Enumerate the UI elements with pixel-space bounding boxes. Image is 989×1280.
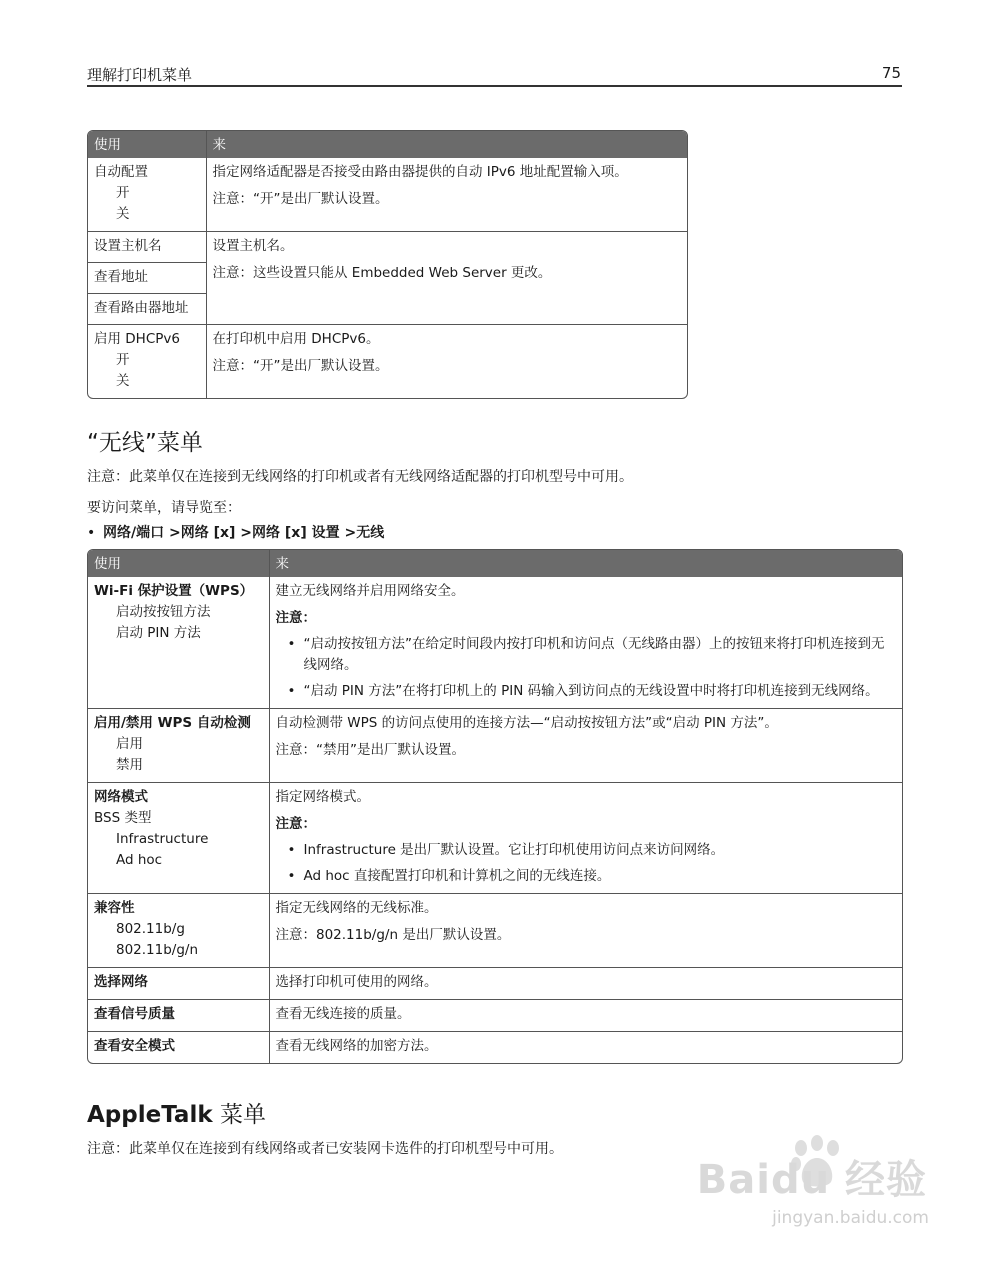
menu-option: 802.11b/g/n bbox=[116, 942, 199, 958]
menu-item: 查看信号质量 bbox=[88, 1000, 269, 1032]
menu-path: • 网络/端口 >网络 [x] >网络 [x] 设置 >无线 bbox=[87, 525, 385, 541]
menu-item: 设置主机名 bbox=[88, 232, 206, 263]
table-row bbox=[88, 577, 902, 709]
running-header: 理解打印机菜单 bbox=[87, 66, 193, 84]
menu-item: 兼容性 bbox=[94, 900, 135, 916]
table-row bbox=[88, 968, 902, 1000]
menu-option: 开 bbox=[116, 352, 130, 368]
menu-item: Wi-Fi 保护设置（WPS） bbox=[94, 583, 254, 599]
description: 指定网络模式。 bbox=[275, 789, 370, 805]
header-rule bbox=[87, 85, 902, 87]
list-item: • “启动按按钮方法”在给定时间段内按打印机和访问点（无线路由器）上的按钮来将打印机连接到无线网络。 bbox=[276, 634, 897, 676]
description: 建立无线网络并启用网络安全。 bbox=[275, 583, 465, 599]
note: 注意：802.11b/g/n 是出厂默认设置。 bbox=[275, 927, 511, 943]
menu-item: 网络模式 bbox=[94, 789, 148, 805]
watermark-logo: Baidu 经验 bbox=[696, 1157, 927, 1203]
table-row bbox=[88, 325, 687, 399]
note: 注意： bbox=[275, 610, 316, 626]
appletalk-note: 注意：此菜单仅在连接到有线网络或者已安装网卡选件的打印机型号中可用。 bbox=[87, 1141, 563, 1157]
col-header-purpose: 来 bbox=[206, 131, 687, 158]
note: 注意：“开”是出厂默认设置。 bbox=[212, 191, 389, 207]
col-header-use: 使用 bbox=[88, 131, 206, 158]
table-row bbox=[88, 894, 902, 968]
ipv6-settings-table bbox=[87, 130, 688, 399]
menu-item: 查看路由器地址 bbox=[94, 300, 189, 316]
note: 注意：“禁用”是出厂默认设置。 bbox=[275, 742, 465, 758]
table-row bbox=[88, 1000, 902, 1032]
menu-option: Infrastructure bbox=[116, 831, 209, 847]
bullet-icon: • bbox=[87, 525, 96, 541]
description: 查看无线网络的加密方法。 bbox=[269, 1032, 902, 1064]
menu-subitem: BSS 类型 bbox=[94, 810, 152, 826]
description: 自动检测带 WPS 的访问点使用的连接方法—“启动按按钮方法”或“启动 PIN 方法”。 bbox=[275, 715, 778, 731]
description: 在打印机中启用 DHCPv6。 bbox=[212, 331, 380, 347]
menu-option: 启动按按钮方法 bbox=[116, 604, 211, 620]
table-row bbox=[88, 709, 902, 783]
menu-item: 选择网络 bbox=[88, 968, 269, 1000]
menu-option: 禁用 bbox=[116, 757, 143, 773]
table-row bbox=[88, 783, 902, 894]
list-item: • “启动 PIN 方法”在将打印机上的 PIN 码输入到访问点的无线设置中时将打印机连接到无线网络。 bbox=[276, 681, 897, 702]
wireless-menu-table bbox=[87, 549, 903, 1064]
note: 注意：“开”是出厂默认设置。 bbox=[212, 358, 389, 374]
menu-option: 关 bbox=[116, 206, 130, 222]
col-header-use: 使用 bbox=[88, 550, 269, 577]
menu-item: 启用/禁用 WPS 自动检测 bbox=[94, 715, 251, 731]
menu-item: 启用 DHCPv6 bbox=[94, 331, 180, 347]
access-text: 要访问菜单，请导览至： bbox=[87, 500, 241, 516]
note: 注意：这些设置只能从 Embedded Web Server 更改。 bbox=[212, 265, 552, 281]
table-row bbox=[88, 1032, 902, 1064]
wireless-heading: “无线”菜单 bbox=[87, 430, 203, 456]
list-item: • Infrastructure 是出厂默认设置。它让打印机使用访问点来访问网络。 bbox=[276, 840, 897, 861]
col-header-purpose: 来 bbox=[269, 550, 902, 577]
table-row bbox=[88, 232, 687, 325]
description: 选择打印机可使用的网络。 bbox=[269, 968, 902, 1000]
menu-item: 查看地址 bbox=[88, 263, 206, 294]
menu-option: 启动 PIN 方法 bbox=[116, 625, 201, 641]
description: 查看无线连接的质量。 bbox=[269, 1000, 902, 1032]
note: 注意： bbox=[275, 816, 316, 832]
menu-option: Ad hoc bbox=[116, 852, 163, 868]
description: 设置主机名。 bbox=[212, 238, 294, 254]
menu-option: 802.11b/g bbox=[116, 921, 185, 937]
description: 指定网络适配器是否接受由路由器提供的自动 IPv6 地址配置输入项。 bbox=[212, 164, 628, 180]
description: 指定无线网络的无线标准。 bbox=[275, 900, 438, 916]
menu-option: 关 bbox=[116, 373, 130, 389]
menu-option: 启用 bbox=[116, 736, 143, 752]
list-item: • Ad hoc 直接配置打印机和计算机之间的无线连接。 bbox=[276, 866, 897, 887]
watermark-url: jingyan.baidu.com bbox=[772, 1208, 929, 1228]
table-row bbox=[88, 158, 687, 232]
menu-item: 查看安全模式 bbox=[88, 1032, 269, 1064]
appletalk-heading: AppleTalk 菜单 bbox=[87, 1102, 266, 1128]
page-number: 75 bbox=[881, 64, 901, 82]
wireless-note: 注意：此菜单仅在连接到无线网络的打印机或者有无线网络适配器的打印机型号中可用。 bbox=[87, 469, 633, 485]
menu-item: 自动配置 bbox=[94, 164, 148, 180]
menu-option: 开 bbox=[116, 185, 130, 201]
